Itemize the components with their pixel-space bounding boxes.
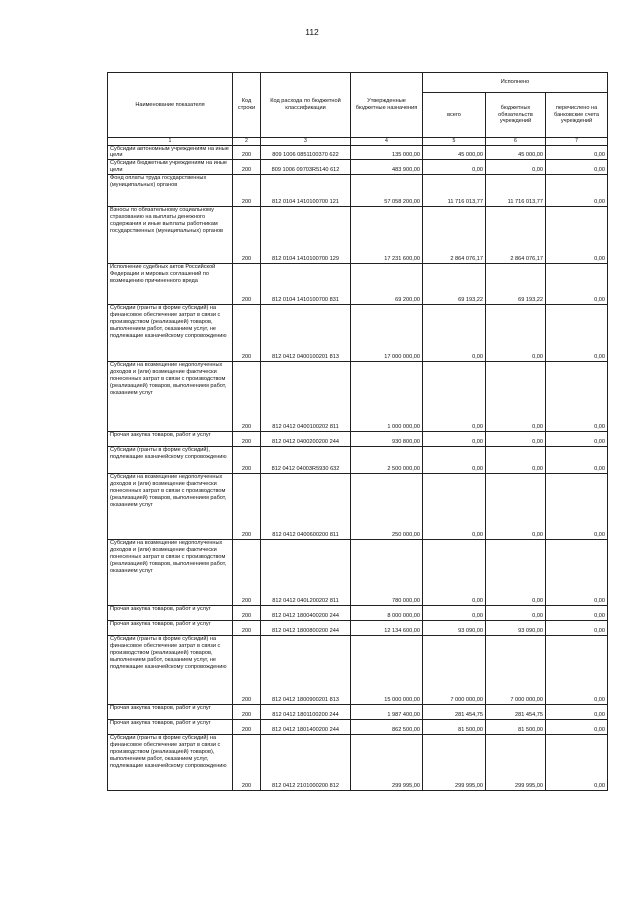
row-classification: 809 1006 09703R5140 612 <box>261 160 351 175</box>
row-approved: 780 000,00 <box>351 540 423 606</box>
row-transferred: 0,00 <box>546 621 608 636</box>
row-transferred: 0,00 <box>546 432 608 447</box>
row-approved: 1 987 400,00 <box>351 705 423 720</box>
row-obligations: 0,00 <box>486 362 546 432</box>
row-approved: 8 000 000,00 <box>351 606 423 621</box>
row-obligations: 281 454,75 <box>486 705 546 720</box>
row-name: Исполнение судебных актов Российской Федерации и мировых соглашений по возмещению причиненного вреда <box>108 264 233 305</box>
row-classification: 812 0412 1801400200 244 <box>261 720 351 735</box>
row-transferred: 0,00 <box>546 447 608 474</box>
row-classification: 812 0104 1410100700 129 <box>261 207 351 264</box>
table-row <box>108 305 608 362</box>
row-classification: 812 0412 040L200202 811 <box>261 540 351 606</box>
row-approved: 862 500,00 <box>351 720 423 735</box>
header-executed: Исполнено <box>423 73 608 93</box>
row-classification: 812 0412 1800400200 244 <box>261 606 351 621</box>
row-classification: 812 0104 1410100700 831 <box>261 264 351 305</box>
row-obligations: 0,00 <box>486 447 546 474</box>
table-row <box>108 447 608 474</box>
row-obligations: 299 995,00 <box>486 735 546 791</box>
column-number: 6 <box>486 138 546 146</box>
row-obligations: 0,00 <box>486 432 546 447</box>
table-row <box>108 621 608 636</box>
row-name: Субсидии на возмещение недополученных доходов и (или) возмещение фактически понесенных затрат в связи с производством (реализацией) товаров, выполнением работ, оказанием услуг <box>108 362 233 432</box>
header-budget-obligations: бюджетных обязательств учреждений <box>486 93 546 138</box>
header-classification: Код расхода по бюджетной классификации <box>261 73 351 138</box>
table-row <box>108 145 608 160</box>
header-total: всего <box>423 93 486 138</box>
row-approved: 135 000,00 <box>351 145 423 160</box>
row-approved: 250 000,00 <box>351 474 423 540</box>
row-code: 200 <box>233 447 261 474</box>
row-name: Субсидии на возмещение недополученных доходов и (или) возмещение фактически понесенных затрат в связи с производством (реализацией) товаров, выполнением работ, оказанием услуг <box>108 474 233 540</box>
row-obligations: 69 193,22 <box>486 264 546 305</box>
row-transferred: 0,00 <box>546 175 608 207</box>
table-row <box>108 720 608 735</box>
row-transferred: 0,00 <box>546 474 608 540</box>
column-number: 1 <box>108 138 233 146</box>
row-total: 93 090,00 <box>423 621 486 636</box>
row-transferred: 0,00 <box>546 362 608 432</box>
column-numbers-row <box>108 138 608 146</box>
row-classification: 812 0412 0400200200 244 <box>261 432 351 447</box>
column-number: 2 <box>233 138 261 146</box>
table-row <box>108 540 608 606</box>
row-code: 200 <box>233 720 261 735</box>
row-transferred: 0,00 <box>546 735 608 791</box>
row-code: 200 <box>233 474 261 540</box>
column-number: 4 <box>351 138 423 146</box>
row-transferred: 0,00 <box>546 305 608 362</box>
row-approved: 299 995,00 <box>351 735 423 791</box>
table-row <box>108 160 608 175</box>
row-total: 281 454,75 <box>423 705 486 720</box>
row-total: 0,00 <box>423 474 486 540</box>
row-classification: 812 0412 0400600200 811 <box>261 474 351 540</box>
page-number: 112 <box>305 27 319 37</box>
column-number: 3 <box>261 138 351 146</box>
row-name: Субсидии (гранты в форме субсидий) на финансовое обеспечение затрат в связи с производством (реализацией) товаров), выполнением работ, оказанием услуг, подлежащие казначейскому сопровождению <box>108 735 233 791</box>
table-body <box>108 145 608 791</box>
row-total: 0,00 <box>423 606 486 621</box>
row-total: 299 995,00 <box>423 735 486 791</box>
row-total: 69 193,22 <box>423 264 486 305</box>
row-name: Субсидии (гранты в форме субсидий), подлежащие казначейскому сопровождению <box>108 447 233 474</box>
row-obligations: 0,00 <box>486 606 546 621</box>
header-code: Код строки <box>233 73 261 138</box>
table-row <box>108 705 608 720</box>
row-code: 200 <box>233 606 261 621</box>
row-obligations: 7 000 000,00 <box>486 636 546 705</box>
header-approved: Утвержденные бюджетные назначения <box>351 73 423 138</box>
header-name: Наименование показателя <box>108 73 233 138</box>
row-classification: 812 0104 1410100700 121 <box>261 175 351 207</box>
row-obligations: 45 000,00 <box>486 145 546 160</box>
row-obligations: 93 090,00 <box>486 621 546 636</box>
table-row <box>108 636 608 705</box>
row-code: 200 <box>233 540 261 606</box>
row-code: 200 <box>233 305 261 362</box>
row-name: Прочая закупка товаров, работ и услуг <box>108 606 233 621</box>
budget-execution-table <box>107 72 608 791</box>
row-transferred: 0,00 <box>546 705 608 720</box>
row-total: 7 000 000,00 <box>423 636 486 705</box>
row-name: Прочая закупка товаров, работ и услуг <box>108 432 233 447</box>
row-classification: 812 0412 1801100200 244 <box>261 705 351 720</box>
row-obligations: 0,00 <box>486 474 546 540</box>
row-name: Субсидии автономным учреждениям на иные цели <box>108 145 233 160</box>
table-row <box>108 264 608 305</box>
row-approved: 69 200,00 <box>351 264 423 305</box>
column-number: 5 <box>423 138 486 146</box>
row-approved: 15 000 000,00 <box>351 636 423 705</box>
row-transferred: 0,00 <box>546 636 608 705</box>
row-approved: 12 134 600,00 <box>351 621 423 636</box>
table-row <box>108 432 608 447</box>
row-code: 200 <box>233 432 261 447</box>
row-total: 0,00 <box>423 447 486 474</box>
row-name: Прочая закупка товаров, работ и услуг <box>108 621 233 636</box>
table-row <box>108 175 608 207</box>
row-code: 200 <box>233 735 261 791</box>
row-classification: 812 0412 04003R5930 632 <box>261 447 351 474</box>
row-total: 0,00 <box>423 432 486 447</box>
header-transferred: перечислено на банковские счета учреждений <box>546 93 608 138</box>
row-name: Субсидии на возмещение недополученных доходов и (или) возмещение фактически понесенных затрат в связи с производством (реализацией) товаров, выполнением работ, оказанием услуг <box>108 540 233 606</box>
row-name: Взносы по обязательному социальному страхованию на выплаты денежного содержания и иные выплаты работникам государственных (муниципальных) органов <box>108 207 233 264</box>
row-obligations: 0,00 <box>486 160 546 175</box>
row-code: 200 <box>233 621 261 636</box>
row-approved: 17 000 000,00 <box>351 305 423 362</box>
row-obligations: 2 864 076,17 <box>486 207 546 264</box>
table-row <box>108 474 608 540</box>
row-approved: 483 900,00 <box>351 160 423 175</box>
row-code: 200 <box>233 705 261 720</box>
row-transferred: 0,00 <box>546 207 608 264</box>
row-transferred: 0,00 <box>546 160 608 175</box>
row-classification: 812 0412 1800900201 813 <box>261 636 351 705</box>
row-classification: 812 0412 0400100202 811 <box>261 362 351 432</box>
row-total: 0,00 <box>423 540 486 606</box>
table-row <box>108 362 608 432</box>
row-approved: 1 000 000,00 <box>351 362 423 432</box>
row-obligations: 0,00 <box>486 540 546 606</box>
row-code: 200 <box>233 264 261 305</box>
row-transferred: 0,00 <box>546 540 608 606</box>
table-row <box>108 606 608 621</box>
row-obligations: 0,00 <box>486 305 546 362</box>
row-approved: 2 500 000,00 <box>351 447 423 474</box>
row-code: 200 <box>233 160 261 175</box>
row-approved: 57 058 200,00 <box>351 175 423 207</box>
row-transferred: 0,00 <box>546 606 608 621</box>
row-classification: 812 0412 2101000200 812 <box>261 735 351 791</box>
row-name: Субсидии бюджетным учреждениям на иные цели <box>108 160 233 175</box>
row-classification: 812 0412 1800800200 244 <box>261 621 351 636</box>
row-obligations: 81 500,00 <box>486 720 546 735</box>
row-approved: 930 800,00 <box>351 432 423 447</box>
column-number: 7 <box>546 138 608 146</box>
row-code: 200 <box>233 636 261 705</box>
row-transferred: 0,00 <box>546 264 608 305</box>
row-total: 11 716 013,77 <box>423 175 486 207</box>
row-total: 0,00 <box>423 160 486 175</box>
row-transferred: 0,00 <box>546 145 608 160</box>
table-row <box>108 735 608 791</box>
row-code: 200 <box>233 207 261 264</box>
row-code: 200 <box>233 362 261 432</box>
row-obligations: 11 716 013,77 <box>486 175 546 207</box>
row-classification: 812 0412 0400100201 813 <box>261 305 351 362</box>
row-classification: 809 1006 0851100370 622 <box>261 145 351 160</box>
row-approved: 17 231 600,00 <box>351 207 423 264</box>
row-total: 0,00 <box>423 305 486 362</box>
row-total: 81 500,00 <box>423 720 486 735</box>
row-total: 0,00 <box>423 362 486 432</box>
row-name: Субсидии (гранты в форме субсидий) на финансовое обеспечение затрат в связи с производством (реализацией) товаров, выполнением работ, оказанием услуг, не подлежащие казначейскому сопровождению <box>108 636 233 705</box>
row-code: 200 <box>233 145 261 160</box>
row-name: Субсидии (гранты в форме субсидий) на финансовое обеспечение затрат в связи с производством (реализацией) товаров, выполнением работ, оказанием услуг, не подлежащие казначейскому сопровождению <box>108 305 233 362</box>
row-total: 2 864 076,17 <box>423 207 486 264</box>
row-name: Прочая закупка товаров, работ и услуг <box>108 705 233 720</box>
row-total: 45 000,00 <box>423 145 486 160</box>
row-name: Прочая закупка товаров, работ и услуг <box>108 720 233 735</box>
row-name: Фонд оплаты труда государственных (муниципальных) органов <box>108 175 233 207</box>
row-transferred: 0,00 <box>546 720 608 735</box>
table-row <box>108 207 608 264</box>
row-code: 200 <box>233 175 261 207</box>
